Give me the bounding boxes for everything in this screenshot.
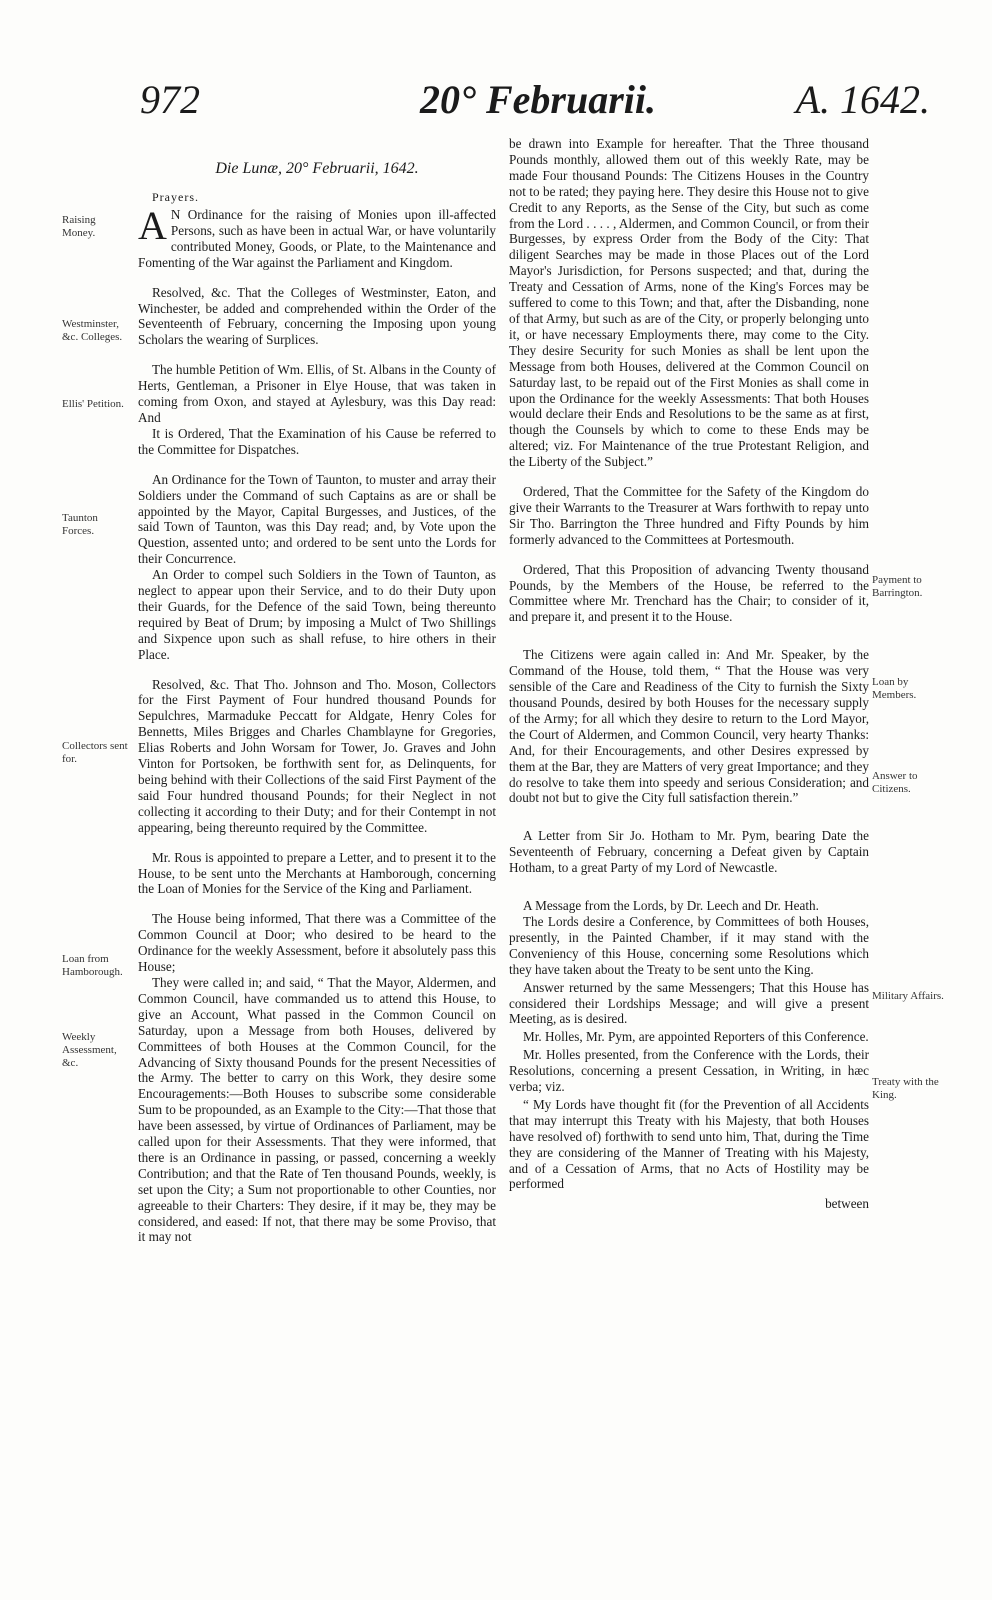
paragraph-citizens-answer: The Citizens were again called in: And Mr. Speaker, by the Command of the House, told them, “ That the House was very sensible of the Care and Readiness of the City to furnish the Sixty thousand Pounds, desired by both Houses for the necessary supply of the Army; for all which they desire to return to the Lord Mayor, the Court of Aldermen, and Common Council, very hearty Thanks: And, for their Encouragements, and other Desires expressed by them at the Bar, they are Matters of very great Importance; and they do resolve to take them into speedy and serious Consideration; and doubt not but to give the City full satisfaction therein.” [509, 647, 869, 806]
date-heading: Die Lunæ, 20° Februarii, 1642. [215, 160, 419, 177]
margin-note-raising-money: Raising Money. [62, 214, 96, 239]
margin-note-treaty-king: Treaty with the King. [872, 1076, 939, 1101]
paragraph-lords-resolution: “ My Lords have thought fit (for the Prevention of all Accidents that may interrupt this Treaty with his Majesty, that both Houses have resolved of) forthwith to send unto him, That, during the Time they are considering of the Manner of Treating with his Majesty, and of a Cessation of Arms, that no Acts of Hostility may be performed [509, 1096, 869, 1192]
paragraph-holles-presented: Mr. Holles presented, from the Conference with the Lords, their Resolutions, concerning a present Cessation, in Writing, in hæc verba; viz. [509, 1047, 869, 1095]
right-column [509, 136, 869, 1212]
catchword: between [825, 1196, 869, 1212]
margin-note-loan-hamborough: Loan from Hamborough. [62, 953, 123, 978]
margin-note-taunton: Taunton Forces. [62, 512, 98, 537]
paragraph-answer-returned: Answer returned by the same Messengers; That this House has considered their Lordships Message; and will give a present Meeting, as is desired. [509, 979, 869, 1027]
paragraph-hotham-letter: A Letter from Sir Jo. Hotham to Mr. Pym, bearing Date the Seventeenth of February, concerning a Defeat given by Captain Hotham, to a great Party of my Lord of Newcastle. [509, 828, 869, 876]
paragraph-collectors: Resolved, &c. That Tho. Johnson and Tho. Moson, Collectors for the First Payment of Four hundred thousand Pounds for Sepulchres, Marmaduke Peccatt for Aldgate, Henry Coles for Bennetts, Miles Brigges and Charles Chamblayne for Gregories, Elias Roberts and John Worsam for Tower, Jo. Graves and John Vinton for Portsoken, be forthwith sent for, as Delinquents, for being behind with their Collections of the said First Payment of the said Four hundred thousand Pounds; for their Neglect in not collecting it according to their Duty; and for their Contempt in not appearing, being thereunto required by the Committee. [138, 676, 496, 835]
paragraph-rous-letter: Mr. Rous is appointed to prepare a Letter, and to present it to the House, to be sent unto the Merchants at Hamborough, concerning the Loan of Monies for the Service of the King and Parliament. [138, 849, 496, 897]
paragraph-barrington-order: Ordered, That the Committee for the Safety of the Kingdom do give their Warrants to the Treasurer at Wars forthwith to repay unto Sir Tho. Barrington the Three hundred and Fifty Pounds by him formerly advanced to the Committees at Portesmouth. [509, 484, 869, 547]
paragraph-twenty-thousand: Ordered, That this Proposition of advancing Twenty thousand Pounds, by the Members of the House, be referred to the Committee where Mr. Trenchard has the Chair; to consider of it, and prepare it, and present it to the House. [509, 561, 869, 625]
left-column [138, 160, 496, 1253]
margin-note-payment-barrington: Payment to Barrington. [872, 574, 923, 599]
page-number: 972 [140, 77, 200, 122]
header-date: 20° Februarii. [420, 77, 657, 122]
margin-note-collectors: Collectors sent for. [62, 740, 128, 765]
paragraph-lords-conference: The Lords desire a Conference, by Committees of both Houses, presently, in the Painted Chamber, if it may stand with the Conveniency of this House, concerning some Resolutions which they have taken about the Treaty to be sent unto the King. [509, 913, 869, 977]
paragraph-house-informed: The House being informed, That there was a Committee of the Common Council at Door; who desired to be heard to the Ordinance for the weekly Assessment, before it absolutely pass this House; [138, 911, 496, 975]
margin-note-answer-citizens: Answer to Citizens. [872, 770, 918, 795]
paragraph-citizens-speech-cont: be drawn into Example for hereafter. That the Three thousand Pounds monthly, allowed them out of this weekly Rate, may be made Four thousand Pounds: The Citizens Houses in the Country not to be rated; they paying here. They desire this House not to give Credit to any Reports, as the Sense of the City, but such as come from the Lord . . . . , Aldermen, and Common Council, or from their Burgesses, by express Order from the Body of the City: That diligent Searches may be made in those Places out of the Lord Mayor's Jurisdiction, for Persons suspected; and that, during the Treaty and Cessation of Arms, none of the King's Forces may be suffered to come to this Town; and that, after the Disbanding, none of that Army, but such as are of the City, or properly belonging unto it, or have necessary Employments there, may come to the City. They desire Security for such Monies as shall be lent upon the Message from both Houses, delivered at the Common Council on Saturday last, to be repaid out of the First Monies as shall come in upon the Ordinance for the weekly Assessments: That both Houses would declare their Ends and Resolutions to be the same as at first, though the Counsels by which to come to these Ends may be altered; viz. For Maintenance of the true Protestant Religion, and the Liberty of the Subject.” [509, 136, 869, 470]
paragraph-ellis-petition: The humble Petition of Wm. Ellis, of St. Albans in the County of Herts, Gentleman, a Prisoner in Elye House, that was taken in coming from Oxon, and stayed at Aylesbury, was this Day read: And [138, 362, 496, 425]
paragraph-citizens-speech: They were called in; and said, “ That the Mayor, Aldermen, and Common Council, have commanded us to attend this House, to give an Account, What passed in the Common Council on Saturday, upon a Message from both Houses, delivered by Committees of both Houses at the Common Council, for the Advancing of Sixty thousand Pounds for the present Necessities of the Army. The better to carry on this Work, they desire some Encouragements:—Both Houses to subscribe some considerable Sum to be propounded, as an Example to the City:—That those that have been assessed, by virtue of Ordinances of Parliament, may be called upon for their Assessments. That they were informed, that there is an Ordinance in passing, or passed, concerning a weekly Contribution; and that the Rate of Ten thousand Pounds, weekly, is set upon the City; a Sum not proportionable to other Counties, nor agreeable to their Charters: They desire, if it may be, they may be considered, and eased: If not, that there may be some Proviso, that it may not [138, 974, 496, 1245]
prayers-label: Prayers. [152, 190, 199, 204]
paragraph-ordinance-monies: A N Ordinance for the raising of Monies upon ill-affected Persons, such as have been in actual War, or have voluntarily contributed Money, Goods, or Plate, to the Maintenance and Fomenting of the War against the Parliament and Kingdom. [138, 203, 496, 270]
paragraph-lords-message: A Message from the Lords, by Dr. Leech and Dr. Heath. [523, 898, 819, 914]
margin-note-westminster: Westminster, &c. Colleges. [62, 318, 123, 343]
margin-note-ellis: Ellis' Petition. [62, 398, 124, 410]
paragraph-ellis-order: It is Ordered, That the Examination of his Cause be referred to the Committee for Dispatches. [138, 425, 496, 457]
margin-note-military-affairs: Military Affairs. [872, 990, 944, 1002]
margin-note-loan-members: Loan by Members. [872, 676, 917, 701]
page-header [140, 76, 930, 136]
drop-cap: A [138, 203, 167, 248]
paragraph-taunton-ordinance: An Ordinance for the Town of Taunton, to muster and array their Soldiers under the Command of such Captains as are or shall be appointed by the Mayor, Capital Burgesses, and Justices, of the said Town of Taunton, was this Day read; and, by Vote upon the Question, assented unto; and ordered to be sent unto the Lords for their Concurrence. [138, 471, 496, 567]
margin-note-weekly-assessment: Weekly Assessment, &c. [62, 1031, 117, 1069]
paragraph-reporters: Mr. Holles, Mr. Pym, are appointed Reporters of this Conference. [523, 1029, 869, 1045]
paragraph-colleges: Resolved, &c. That the Colleges of Westminster, Eaton, and Winchester, be added and comprehended within the Order of the Seventeenth of February, concerning the Imposing upon young Scholars the wearing of Surplices. [138, 284, 496, 348]
header-year: A. 1642. [795, 77, 930, 122]
paragraph-taunton-order: An Order to compel such Soldiers in the Town of Taunton, as neglect to appear upon their Service, and to do their Duty upon their Guards, for the Defence of the said Town, being thereunto required by Beat of Drum; by imposing a Mulct of Two Shillings and Sixpence upon such as shall refuse, to hire others in their Place. [138, 567, 496, 662]
